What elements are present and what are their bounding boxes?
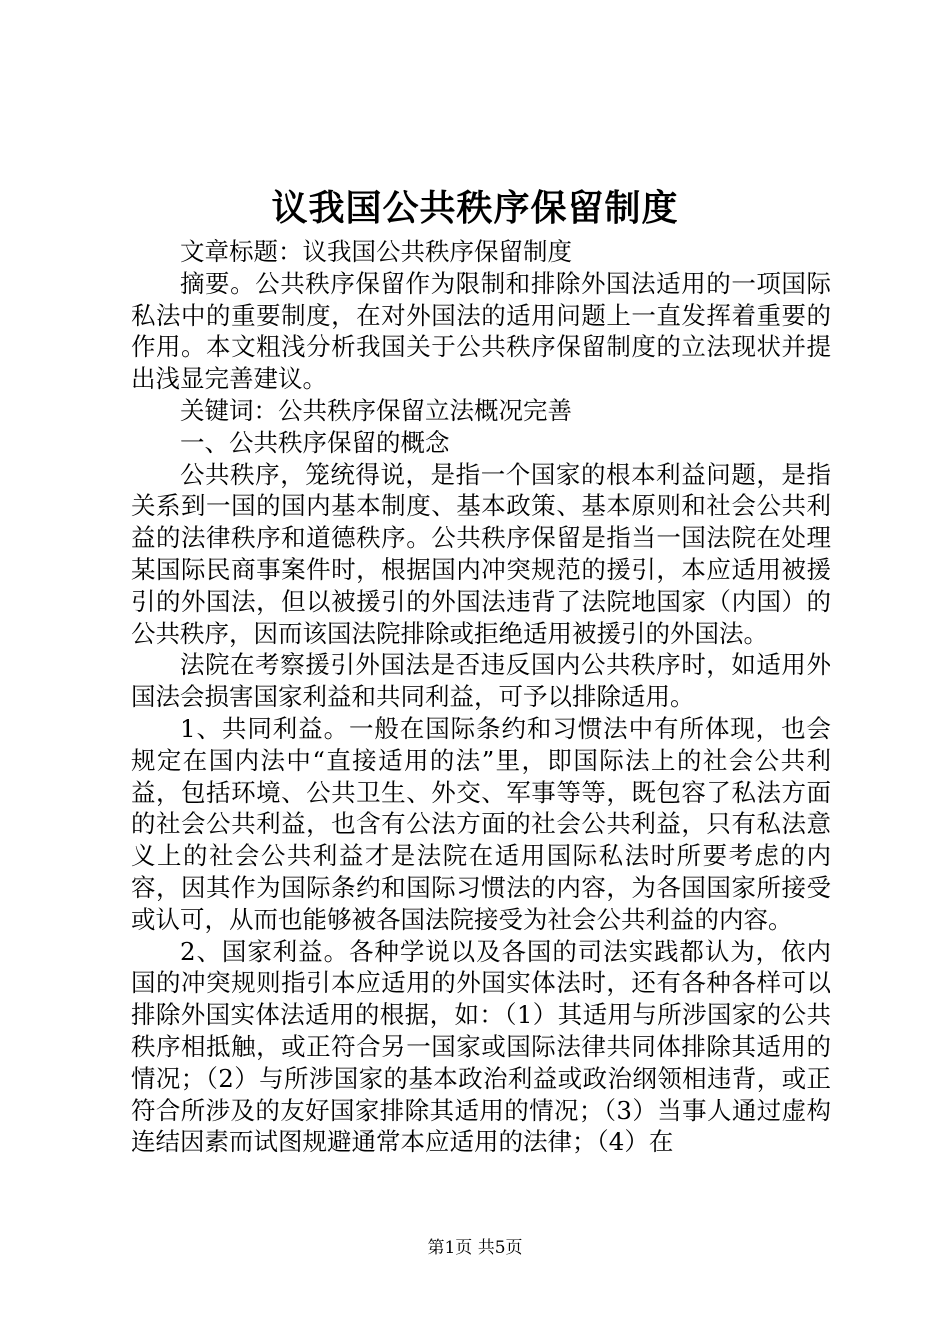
section-heading: 一、公共秩序保留的概念 (180, 427, 450, 457)
document-title: 议我国公共秩序保留制度 (271, 187, 679, 229)
body-paragraph: 2、国家利益。各种学说以及各国的司法实践都认为，依内国的冲突规则指引本应适用的外国实体法时，还有各种各样可以排除外国实体法适用的根据，如：（1）其适用与所涉国家的公共秩序相抵触，或正符合另一国家或国际法律共同体排除其适用的情况；（2）与所涉国家的基本政治利益或政治纲领相违背，或正符合所涉及的友好国家排除其适用的情况；（3）当事人通过虚构连结因素而试图规避通常本应适用的法律；（4）在 (131, 936, 831, 1157)
article-title-line: 文章标题：议我国公共秩序保留制度 (180, 237, 572, 266)
body-paragraph: 1、共同利益。一般在国际条约和习惯法中有所体现，也会规定在国内法中“直接适用的法”里，即国际法上的社会公共利益，包括环境、公共卫生、外交、军事等等，既包容了私法方面的社会公共利益，也含有公法方面的社会公共利益，只有私法意义上的社会公共利益才是法院在适用国际私法时所要考虑的内容，因其作为国际条约和国际习惯法的内容，为各国国家所接受或认可，从而也能够被各国法院接受为社会公共利益的内容。 (131, 713, 831, 934)
document-body (131, 236, 831, 1158)
abstract-paragraph: 摘要。公共秩序保留作为限制和排除外国法适用的一项国际私法中的重要制度，在对外国法的适用问题上一直发挥着重要的作用。本文粗浅分析我国关于公共秩序保留制度的立法现状并提出浅显完善建议。 (131, 268, 831, 394)
page-footer: 第1页 共5页 (427, 1238, 523, 1258)
keywords-line: 关键词：公共秩序保留立法概况完善 (180, 395, 572, 425)
body-paragraph: 公共秩序，笼统得说，是指一个国家的根本利益问题，是指关系到一国的国内基本制度、基本政策、基本原则和社会公共利益的法律秩序和道德秩序。公共秩序保留是指当一国法院在处理某国际民商事案件时，根据国内冲突规范的援引，本应适用被援引的外国法，但以被援引的外国法违背了法院地国家（内国）的公共秩序，因而该国法院排除或拒绝适用被援引的外国法。 (131, 459, 831, 648)
body-paragraph: 法院在考察援引外国法是否违反国内公共秩序时，如适用外国法会损害国家利益和共同利益，可予以排除适用。 (131, 650, 831, 712)
